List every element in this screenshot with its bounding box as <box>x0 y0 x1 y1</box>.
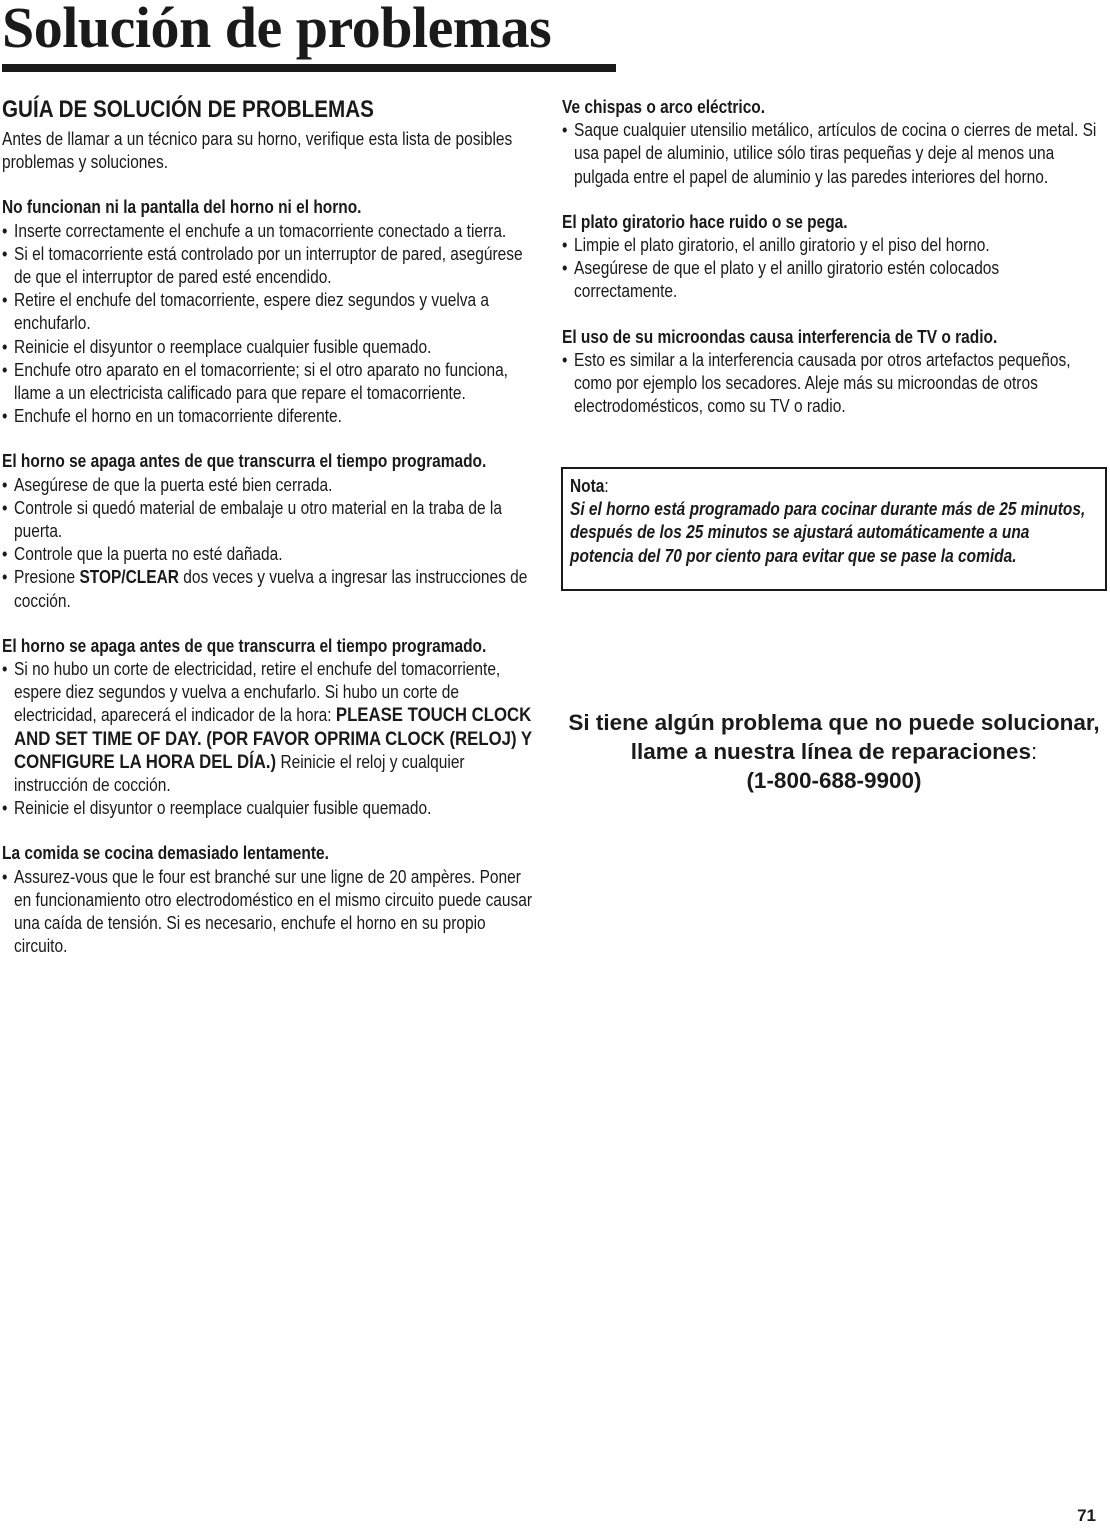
bullet-item: • Reinicie el disyuntor o reemplace cualquier fusible quemado. <box>2 336 542 359</box>
bullet-item: • Enchufe el horno en un tomacorriente diferente. <box>2 405 542 428</box>
bullet-text: Reinicie el reloj y cualquier instrucción de cocción. <box>14 751 465 796</box>
note-box <box>561 467 1107 591</box>
bullet-item: • Saque cualquier utensilio metálico, artículos de cocina o cierres de metal. Si usa papel de aluminio, utilice sólo tiras pequeñas y deje al menos una pulgada entre el papel de aluminio y las paredes interiores del horno. <box>562 119 1104 189</box>
bullet-item: • Asegúrese de que la puerta esté bien cerrada. <box>2 474 542 497</box>
bullet-item: • Controle que la puerta no esté dañada. <box>2 543 542 566</box>
bullet-list <box>562 119 1104 189</box>
section-turntable <box>562 211 1104 304</box>
bullet-item: • Esto es similar a la interferencia causada por otros artefactos pequeños, como por ejemplo los secadores. Aleje más su microondas de otros electrodomésticos, como su TV o radio. <box>562 349 1104 419</box>
section-sparks <box>562 96 1104 189</box>
section-heading: El plato giratorio hace ruido o se pega. <box>562 211 848 232</box>
section-heading: La comida se cocina demasiado lentamente. <box>2 843 329 864</box>
bullet-list <box>2 474 542 613</box>
section-heading: Ve chispas o arco eléctrico. <box>562 97 766 117</box>
contact-message <box>560 708 1108 766</box>
note-label: Nota <box>570 476 605 496</box>
stop-clear-key-label: STOP/CLEAR <box>79 567 179 588</box>
section-slow-cooking <box>2 842 542 958</box>
bullet-item-stop-clear <box>2 566 542 612</box>
bullet-item: • Asegúrese de que el plato y el anillo giratorio estén colocados correctamente. <box>562 257 1104 303</box>
bullet-item: • Assurez-vous que le four est branché sur une ligne de 20 ampères. Poner en funcionamiento otro electrodoméstico en el mismo circuito puede causar una caída de tensión. Si es necesario, enchufe el horno en su propio circuito. <box>2 866 542 959</box>
bullet-item-power-outage <box>2 658 542 797</box>
bullet-list <box>2 220 542 429</box>
bullet-item: • Reinicie el disyuntor o reemplace cualquier fusible quemado. <box>2 797 542 820</box>
contact-text: Si tiene algún problema que no puede solucionar, llame a nuestra línea de reparaciones <box>568 710 1100 764</box>
bullet-item: • Enchufe otro aparato en el tomacorriente; si el otro aparato no funciona, llame a un electricista calificado para que repare el tomacorriente. <box>2 359 542 405</box>
right-column <box>562 96 1104 440</box>
bullet-item: • Retire el enchufe del tomacorriente, espere diez segundos y vuelva a enchufarlo. <box>2 289 542 335</box>
section-heading: No funcionan ni la pantalla del horno ni el horno. <box>2 197 362 218</box>
bullet-list <box>2 866 542 959</box>
display-message: PLEASE TOUCH CLOCK AND SET TIME OF DAY. (POR FAVOR OPRIMA CLOCK (RELOJ) Y CONFIGURE LA HORA DEL DÍA.) <box>14 704 532 773</box>
bullet-text: Presione <box>14 567 80 588</box>
bullet-list <box>2 658 542 820</box>
section-shuts-off-door <box>2 450 542 612</box>
section-heading: El uso de su microondas causa interferencia de TV o radio. <box>562 326 998 347</box>
contact-colon: : <box>1030 739 1038 764</box>
left-column <box>2 96 542 981</box>
section-shuts-off-power <box>2 635 542 821</box>
service-contact <box>560 708 1108 795</box>
title-underline <box>2 64 616 72</box>
guide-intro: Antes de llamar a un técnico para su horno, verifique esta lista de posibles problemas y soluciones. <box>2 129 513 173</box>
bullet-text: Si no hubo un corte de electricidad, retire el enchufe del tomacorriente, espere diez segundos y vuelva a enchufarlo. Si hubo un corte de electricidad, aparecerá el indicador de la hora: <box>14 659 501 726</box>
bullet-item: • Si el tomacorriente está controlado por un interruptor de pared, asegúrese de que el interruptor de pared esté encendido. <box>2 243 542 289</box>
bullet-item: • Inserte correctamente el enchufe a un tomacorriente conectado a tierra. <box>2 220 542 243</box>
note-body: Si el horno está programado para cocinar durante más de 25 minutos, después de los 25 minutos se ajustará automáticamente a una potencia del 70 por ciento para evitar que se pase la comida. <box>570 499 1086 566</box>
section-heading: El horno se apaga antes de que transcurra el tiempo programado. <box>2 451 487 472</box>
guide-title: GUÍA DE SOLUCIÓN DE PROBLEMAS <box>2 96 374 123</box>
section-no-power <box>2 196 542 428</box>
note-colon: : <box>604 476 609 496</box>
page-number: 71 <box>1077 1506 1096 1525</box>
bullet-item: • Controle si quedó material de embalaje u otro material en la traba de la puerta. <box>2 497 542 543</box>
note-content <box>570 475 1095 568</box>
section-interference <box>562 326 1104 419</box>
section-heading: El horno se apaga antes de que transcurra el tiempo programado. <box>2 635 487 656</box>
page-title: Solución de problemas <box>2 0 552 60</box>
bullet-list <box>562 349 1104 419</box>
bullet-list <box>562 234 1104 304</box>
bullet-text: dos veces y vuelva a ingresar las instrucciones de cocción. <box>14 567 528 611</box>
bullet-item: • Limpie el plato giratorio, el anillo giratorio y el piso del horno. <box>562 234 1104 257</box>
contact-phone: (1-800-688-9900) <box>746 768 922 793</box>
